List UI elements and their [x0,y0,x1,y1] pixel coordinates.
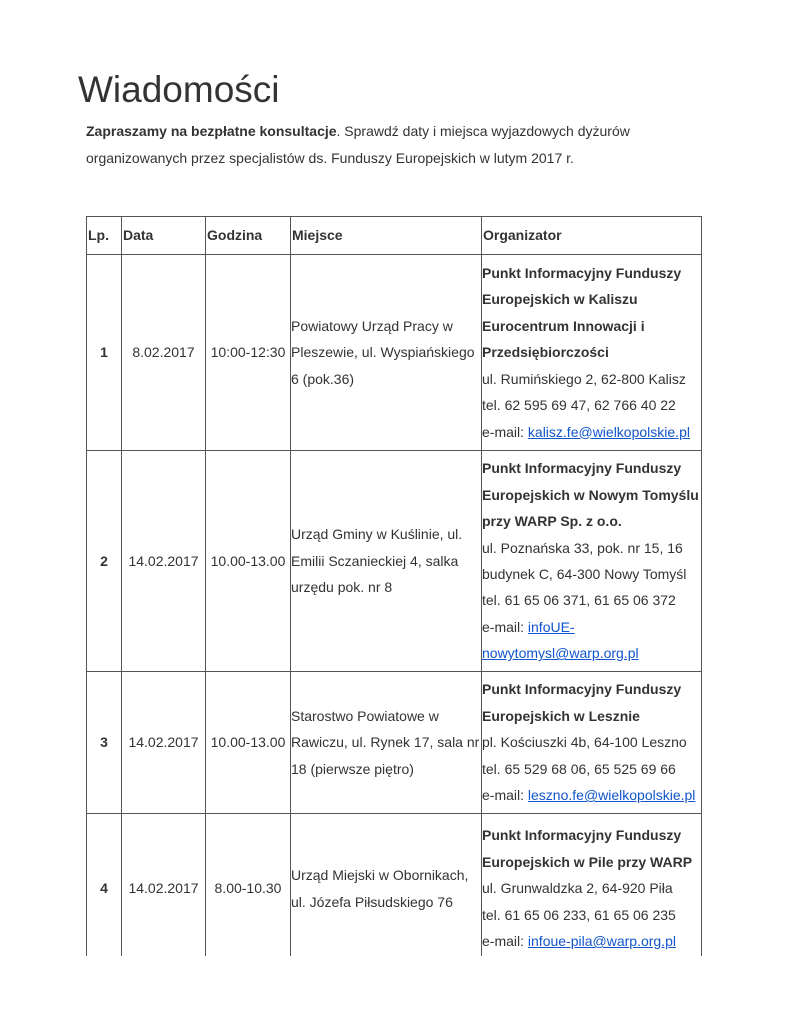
table-row [87,451,702,672]
row-time: 10:00-12:30 [206,255,291,451]
intro-bold-text: Zapraszamy na bezpłatne konsultacje [86,123,337,139]
organizer-address: ul. Grunwaldzka 2, 64-920 Piła [482,880,673,897]
row-number: 1 [87,255,122,451]
organizer-address: pl. Kościuszki 4b, 64-100 Leszno [482,734,687,751]
email-link[interactable]: infoue-pila@warp.org.pl [527,933,676,950]
header-time: Godzina [206,217,291,255]
organizer-phone: tel. 61 65 06 233, 61 65 06 235 [482,906,676,923]
row-date: 8.02.2017 [122,255,206,451]
organizer-email-line [482,928,701,954]
table-row [87,814,702,964]
email-label: e-mail: [482,787,528,804]
email-link[interactable]: infoUE-nowytomysl@warp.org.pl [482,618,639,662]
header-organizer: Organizator [482,217,702,255]
row-place: Starostwo Powiatowe w Rawiczu, ul. Rynek 17, sala nr 18 (pierwsze piętro) [291,672,482,814]
organizer-phone: tel. 62 595 69 47, 62 766 40 22 [482,397,676,414]
page-bottom-cutoff [0,956,791,1024]
organizer-name: Punkt Informacyjny Funduszy Europejskich w Nowym Tomyślu przy WARP Sp. z o.o. [482,460,699,530]
organizer-phone: tel. 61 65 06 371, 61 65 06 372 [482,592,676,609]
header-date: Data [122,217,206,255]
email-link[interactable]: kalisz.fe@wielkopolskie.pl [527,423,690,440]
intro-paragraph [86,118,726,172]
row-organizer [482,451,702,672]
row-place: Urząd Gminy w Kuślinie, ul. Emilii Sczanieckiej 4, salka urzędu pok. nr 8 [291,451,482,672]
row-organizer [482,255,702,451]
email-label: e-mail: [482,933,528,950]
organizer-name: Punkt Informacyjny Funduszy Europejskich w Kaliszu Eurocentrum Innowacji i Przedsiębiorczości [482,265,682,361]
row-date: 14.02.2017 [122,814,206,964]
page-title: Wiadomości [78,69,280,110]
row-number: 2 [87,451,122,672]
row-organizer [482,814,702,964]
email-link[interactable]: leszno.fe@wielkopolskie.pl [527,787,696,804]
header-lp: Lp. [87,217,122,255]
email-label: e-mail: [482,618,528,635]
organizer-address: ul. Rumińskiego 2, 62-800 Kalisz [482,370,686,387]
row-time: 10.00-13.00 [206,672,291,814]
organizer-email-line [482,782,701,808]
organizer-email-line [482,614,701,667]
table-header-row [87,217,702,255]
header-place: Miejsce [291,217,482,255]
row-organizer [482,672,702,814]
organizer-phone: tel. 65 529 68 06, 65 525 69 66 [482,760,676,777]
consultations-table [86,216,702,964]
row-number: 4 [87,814,122,964]
row-place: Powiatowy Urząd Pracy w Pleszewie, ul. Wyspiańskiego 6 (pok.36) [291,255,482,451]
row-time: 8.00-10.30 [206,814,291,964]
row-time: 10.00-13.00 [206,451,291,672]
organizer-name: Punkt Informacyjny Funduszy Europejskich w Lesznie [482,681,682,724]
table-row [87,255,702,451]
table-row [87,672,702,814]
row-number: 3 [87,672,122,814]
row-date: 14.02.2017 [122,451,206,672]
organizer-address: ul. Poznańska 33, pok. nr 15, 16 budynek C, 64-300 Nowy Tomyśl [482,539,687,582]
email-label: e-mail: [482,423,528,440]
intro-text: . Sprawdź daty i miejsca wyjazdowych dyżurów organizowanych przez specjalistów ds. Funduszy Europejskich w lutym 2017 r. [86,123,630,166]
row-place: Urząd Miejski w Obornikach, ul. Józefa Piłsudskiego 76 [291,814,482,964]
row-date: 14.02.2017 [122,672,206,814]
organizer-email-line [482,419,701,445]
organizer-name: Punkt Informacyjny Funduszy Europejskich w Pile przy WARP [482,827,693,870]
